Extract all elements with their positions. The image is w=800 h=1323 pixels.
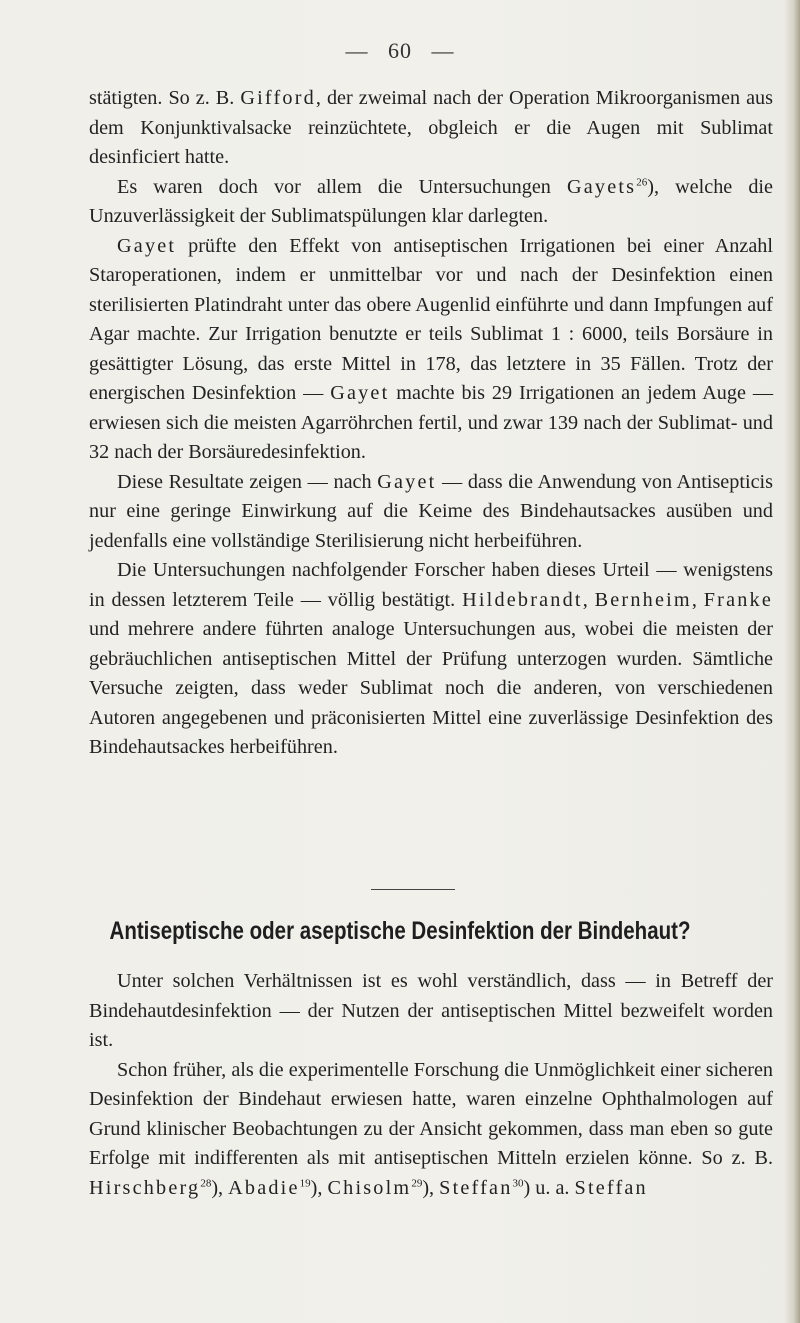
text-run: ), <box>422 1176 440 1199</box>
author-name: Gayet <box>377 470 437 493</box>
author-name: Bernheim <box>594 588 692 611</box>
header-dash-right: — <box>431 38 455 63</box>
footnote-ref: 26 <box>636 175 648 188</box>
author-name: Gayet <box>330 382 390 404</box>
text-run: machte bis 29 Irrigationen an jedem Auge — erwiesen sich die meisten Agarröhrchen fertil, und zwar 139 nach der Sublimat- und 32 nach der Borsäuredesinfektion. <box>89 382 774 463</box>
author-name: Franke <box>703 588 773 611</box>
body-text-block-1 <box>89 84 773 763</box>
text-run: Unter solchen Verhältnissen ist es wohl verständlich, dass — in Betreff der Bindehautdesinfektion — der Nutzen der antiseptischen Mittel bezweifelt worden ist. <box>89 970 773 1051</box>
text-run: ), welche die Unzuverlässigkeit der Sublimatspülungen klar darlegten. <box>89 175 773 227</box>
paragraph-1 <box>89 84 773 173</box>
text-run: ), <box>211 1176 229 1199</box>
footnote-ref: 29 <box>411 1176 423 1189</box>
author-name: Gayet <box>117 234 177 257</box>
author-name: Hildebrandt <box>462 588 583 611</box>
text-run: stätigten. So z. B. <box>89 87 241 109</box>
section-divider-rule <box>371 889 455 890</box>
paragraph-5 <box>89 556 773 763</box>
text-run: Die Untersuchungen nachfolgender Forscher haben dieses Urteil — wenigstens in dessen letzterem Teile — völlig bestätigt. <box>89 559 773 611</box>
page-edge-shadow <box>784 0 800 1323</box>
page-number: 60 <box>388 38 412 63</box>
author-name: Steffan <box>574 1176 648 1199</box>
text-run: — dass die Anwendung von Antisepticis nur eine geringe Einwirkung auf die Keime des Bindehautsackes ausüben und jedenfalls eine vollständige Sterilisierung nicht herbeiführen. <box>89 470 773 552</box>
footnote-ref: 19 <box>299 1176 311 1189</box>
text-run: und mehrere andere führten analoge Untersuchungen aus, wobei die meisten der gebräuchlichen antiseptischen Mittel der Prüfung unterzogen wurden. Sämtliche Versuche zeigten, dass weder Sublimat noch die anderen, von verschiedenen Autoren angegebenen und präconisierten Mittel eine zuverlässige Desinfektion des Bindehautsackes herbeiführen. <box>89 618 773 758</box>
paragraph-3 <box>89 232 773 468</box>
author-name: Hirschberg <box>89 1176 201 1199</box>
text-run: prüfte den Effekt von antiseptischen Irrigationen bei einer Anzahl Staroperationen, indem er unmittelbar vor und nach der Desinfektion einen sterilisierten Platindraht unter das obere Augenlid einführte und dann Impfungen auf Agar machte. Zur Irrigation benutzte er teils Sublimat 1 : 6000, teils Borsäure in gesättigter Lösung, das erste Mittel in 178, das letztere in 35 Fällen. Trotz der energischen Desinfektion — <box>89 234 773 404</box>
text-run: Schon früher, als die experimentelle Forschung die Unmöglichkeit einer sicheren Desinfektion der Bindehaut erwiesen hatte, waren einzelne Ophthalmologen auf Grund klinischer Beobachtungen zu der Ansicht gekommen, dass man eben so gute Erfolge mit indifferenten als mit antiseptischen Mitteln erzielen könne. So z. B. <box>89 1058 773 1169</box>
paragraph-7 <box>89 1056 773 1204</box>
text-run: Es waren doch vor allem die Untersuchungen <box>117 175 567 198</box>
text-run: Diese Resultate zeigen — nach <box>117 470 378 493</box>
body-text-block-2 <box>89 967 773 1203</box>
text-run: , <box>691 588 704 611</box>
author-name: Steffan <box>439 1176 513 1199</box>
text-run: ), <box>310 1176 328 1199</box>
author-name: Gifford <box>240 87 316 109</box>
text-run: , der zweimal nach der Operation Mikroorganismen aus dem Konjunktivalsacke reinzüchtete, obgleich er die Augen mit Sublimat desinficiert hatte. <box>89 87 773 168</box>
text-run: , <box>582 588 595 611</box>
author-name: Abadie <box>228 1176 300 1199</box>
text-run: ) u. a. <box>523 1176 575 1199</box>
paragraph-6 <box>89 967 773 1056</box>
page-header <box>0 38 800 64</box>
footnote-ref: 30 <box>512 1176 524 1189</box>
paragraph-2 <box>89 173 773 232</box>
section-heading: Antiseptische oder aseptische Desinfektion der Bindehaut? <box>109 917 691 945</box>
footnote-ref: 28 <box>200 1176 212 1189</box>
paragraph-4 <box>89 468 773 557</box>
author-name: Gayets <box>566 175 637 198</box>
author-name: Chisolm <box>327 1176 412 1199</box>
header-dash-left: — <box>345 38 369 63</box>
